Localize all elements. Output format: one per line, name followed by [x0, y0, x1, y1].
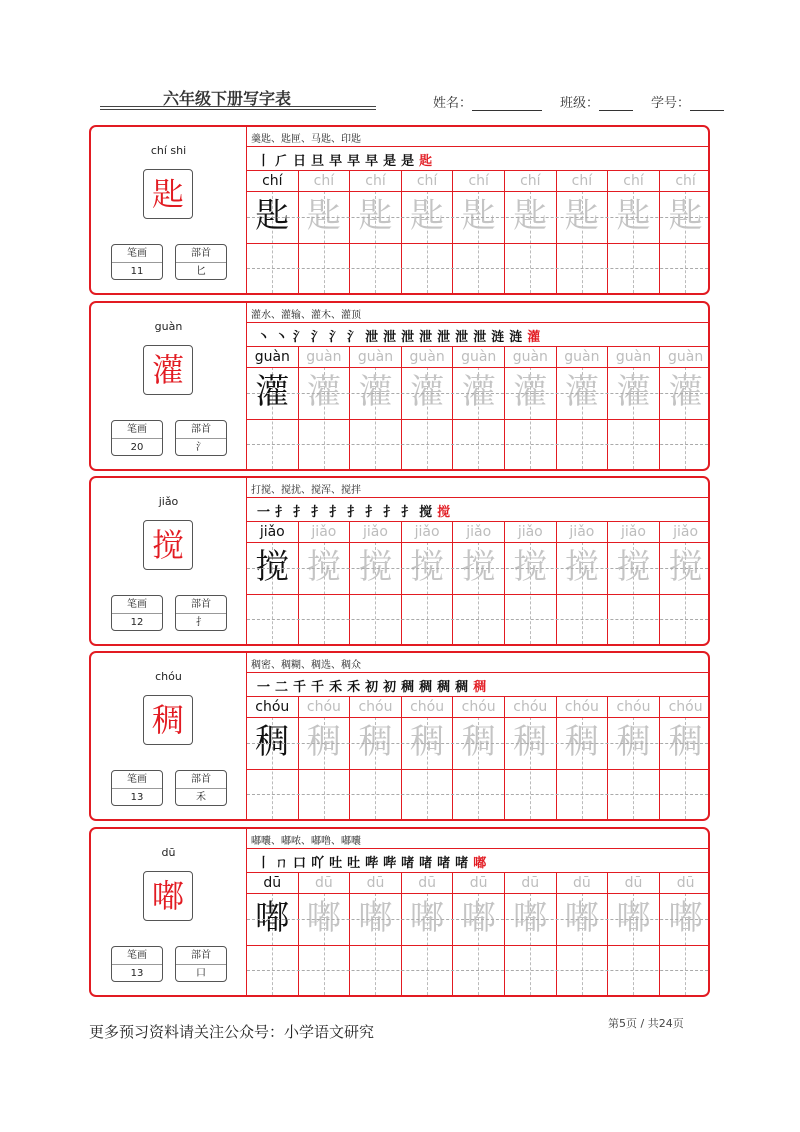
character-glyph: 稠	[151, 701, 184, 739]
practice-pinyin: chí	[675, 173, 696, 189]
writing-cell[interactable]	[453, 697, 505, 819]
stroke-step: 二	[275, 679, 289, 695]
practice-character: 灌	[513, 372, 548, 412]
id-label: 学号：	[651, 96, 691, 111]
practice-pinyin: guàn	[512, 349, 548, 365]
practice-character: 灌	[461, 372, 496, 412]
practice-character: 灌	[616, 372, 651, 412]
radical-value: 氵	[196, 442, 206, 453]
character-card	[89, 476, 710, 646]
stroke-count-box	[111, 946, 163, 982]
stroke-step: 扌	[347, 504, 361, 520]
practice-character: 匙	[564, 196, 599, 236]
practice-character: 匙	[513, 196, 548, 236]
writing-cell[interactable]	[247, 171, 299, 293]
stroke-step: 啫	[419, 855, 433, 871]
stroke-order	[247, 149, 437, 169]
stroke-step: 吐	[347, 855, 361, 871]
writing-cell[interactable]	[660, 171, 712, 293]
character-card	[89, 125, 710, 295]
stroke-step: 泄	[383, 329, 397, 345]
writing-cell[interactable]	[557, 171, 609, 293]
writing-cell[interactable]	[350, 347, 402, 469]
writing-cell[interactable]	[247, 873, 299, 995]
character-box	[143, 695, 193, 745]
practice-character: 搅	[410, 547, 445, 587]
practice-character: 嘟	[668, 898, 703, 938]
radical-label: 部首	[176, 596, 226, 614]
stroke-step: 泄	[401, 329, 415, 345]
stroke-step: 吖	[311, 855, 325, 871]
writing-cell[interactable]	[505, 873, 557, 995]
stroke-step: 啫	[437, 855, 451, 871]
stroke-step: 稠	[455, 679, 469, 695]
practice-character: 嘟	[564, 898, 599, 938]
practice-character: 搅	[461, 547, 496, 587]
character-pinyin: chóu	[155, 670, 182, 683]
writing-cell[interactable]	[557, 873, 609, 995]
practice-pinyin: chí	[571, 173, 593, 189]
writing-cell[interactable]	[453, 171, 505, 293]
writing-grid[interactable]	[247, 171, 712, 293]
stroke-step: 灌	[527, 329, 541, 345]
writing-cell[interactable]	[660, 873, 712, 995]
practice-character: 匙	[461, 196, 496, 236]
practice-pinyin: chí	[262, 173, 283, 189]
stroke-step: 稠	[419, 679, 433, 695]
stroke-step: 千	[293, 679, 307, 695]
stroke-count-value: 12	[130, 617, 144, 628]
practice-character: 稠	[306, 722, 341, 762]
character-pinyin: dū	[161, 846, 176, 859]
practice-character: 搅	[306, 547, 341, 587]
radical-label: 部首	[176, 771, 226, 789]
writing-cell[interactable]	[453, 522, 505, 644]
stroke-step: 泄	[365, 329, 379, 345]
writing-cell[interactable]	[557, 347, 609, 469]
practice-character: 匙	[358, 196, 393, 236]
practice-pinyin: dū	[469, 875, 488, 891]
stroke-step: 氵	[293, 329, 307, 345]
practice-pinyin: jiǎo	[517, 524, 543, 540]
title-rule	[100, 106, 376, 107]
stroke-step: 泄	[419, 329, 433, 345]
radical-box	[175, 420, 227, 456]
practice-pinyin: guàn	[615, 349, 652, 365]
stroke-count-box	[111, 244, 163, 280]
stroke-order	[247, 851, 491, 871]
practice-character: 匙	[668, 196, 703, 236]
stroke-order	[247, 675, 491, 695]
character-box	[143, 520, 193, 570]
character-pinyin: chí shi	[150, 144, 187, 157]
stroke-count-value: 11	[130, 266, 144, 277]
practice-pinyin: chóu	[461, 699, 496, 715]
stroke-step: 丨	[257, 153, 271, 169]
stroke-step: 日	[293, 153, 307, 169]
practice-pinyin: chí	[468, 173, 489, 189]
practice-character: 稠	[616, 722, 651, 762]
stroke-count-box	[111, 420, 163, 456]
practice-pinyin: guàn	[667, 349, 704, 365]
character-box	[143, 345, 193, 395]
writing-cell[interactable]	[453, 347, 505, 469]
character-card	[89, 651, 710, 821]
practice-pinyin: chí	[365, 173, 386, 189]
practice-pinyin: dū	[521, 875, 540, 891]
practice-character: 灌	[358, 372, 393, 412]
practice-character: 稠	[668, 722, 703, 762]
practice-pinyin: jiǎo	[569, 524, 595, 540]
stroke-step: 扌	[383, 504, 397, 520]
stroke-step: 扌	[329, 504, 343, 520]
practice-pinyin: guàn	[254, 349, 290, 365]
stroke-step: 匙	[419, 153, 433, 169]
character-glyph: 匙	[151, 175, 184, 213]
writing-grid[interactable]	[247, 697, 712, 819]
practice-character: 嘟	[255, 898, 290, 938]
character-info	[91, 829, 247, 995]
stroke-count-box	[111, 770, 163, 806]
writing-cell[interactable]	[608, 697, 660, 819]
stroke-count-value: 13	[130, 792, 144, 803]
radical-box	[175, 946, 227, 982]
writing-cell[interactable]	[557, 522, 609, 644]
practice-pinyin: dū	[676, 875, 695, 891]
stroke-step: 千	[311, 679, 325, 695]
practice-character: 匙	[616, 196, 651, 236]
writing-cell[interactable]	[247, 697, 299, 819]
practice-pinyin: jiǎo	[673, 524, 699, 540]
radical-value: 扌	[196, 617, 206, 628]
writing-cell[interactable]	[660, 697, 712, 819]
practice-pinyin: dū	[573, 875, 591, 891]
stroke-step: 搅	[437, 504, 451, 520]
stroke-count-label: 笔画	[112, 421, 162, 439]
practice-area	[247, 127, 708, 293]
practice-pinyin: chóu	[564, 699, 599, 715]
stroke-step: 早	[365, 153, 379, 169]
practice-pinyin: chóu	[616, 699, 651, 715]
example-words: 嘟囔、嘟哝、嘟噜、嘟囔	[251, 836, 361, 847]
practice-character: 嘟	[616, 898, 651, 938]
stroke-order	[247, 325, 545, 345]
title-rule-2	[100, 109, 376, 110]
practice-pinyin: guàn	[357, 349, 394, 365]
stroke-count-box	[111, 595, 163, 631]
practice-character: 搅	[358, 547, 393, 587]
writing-cell[interactable]	[402, 697, 454, 819]
writing-cell[interactable]	[505, 171, 557, 293]
practice-pinyin: jiǎo	[414, 524, 440, 540]
practice-area	[247, 478, 708, 644]
practice-pinyin: dū	[366, 875, 385, 891]
practice-character: 灌	[306, 372, 341, 412]
stroke-step: 一	[257, 679, 271, 695]
stroke-step: 是	[383, 153, 397, 169]
writing-cell[interactable]	[453, 873, 505, 995]
stroke-step: ⺁	[275, 153, 289, 169]
radical-box	[175, 244, 227, 280]
writing-cell[interactable]	[402, 873, 454, 995]
practice-pinyin: chóu	[358, 699, 393, 715]
stroke-step: ㄇ	[275, 855, 289, 871]
practice-character: 灌	[668, 372, 703, 412]
practice-character: 搅	[668, 547, 703, 587]
practice-pinyin: jiǎo	[621, 524, 646, 540]
practice-character: 稠	[410, 722, 445, 762]
stroke-step: 口	[293, 855, 307, 871]
writing-cell[interactable]	[299, 171, 351, 293]
character-card	[89, 827, 710, 997]
writing-cell[interactable]	[350, 522, 402, 644]
stroke-count-label: 笔画	[112, 947, 162, 965]
practice-area	[247, 653, 708, 819]
name-label: 姓名：	[433, 96, 473, 111]
stroke-step: 哔	[365, 855, 379, 871]
stroke-step: 涟	[509, 329, 523, 345]
stroke-step: 初	[365, 679, 379, 695]
practice-character: 搅	[255, 547, 290, 587]
name-blank[interactable]	[472, 96, 542, 111]
stroke-step: 稠	[401, 679, 415, 695]
writing-cell[interactable]	[299, 522, 351, 644]
class-field[interactable]	[560, 92, 633, 111]
stroke-step: 泄	[437, 329, 451, 345]
practice-character: 嘟	[513, 898, 548, 938]
stroke-step: 扌	[275, 504, 289, 520]
stroke-step: 氵	[311, 329, 325, 345]
stroke-step: 啫	[401, 855, 415, 871]
practice-pinyin: jiǎo	[466, 524, 492, 540]
writing-cell[interactable]	[402, 347, 454, 469]
character-glyph: 嘟	[151, 877, 184, 915]
stroke-step: 嘟	[473, 855, 487, 871]
practice-pinyin: guàn	[306, 349, 342, 365]
practice-pinyin: chóu	[255, 699, 290, 715]
radical-value: 匕	[196, 266, 206, 277]
practice-character: 匙	[306, 196, 341, 236]
stroke-step: 稠	[437, 679, 451, 695]
practice-character: 匙	[255, 196, 290, 236]
stroke-step: 是	[401, 153, 415, 169]
stroke-step: 氵	[347, 329, 361, 345]
practice-area	[247, 829, 708, 995]
practice-pinyin: jiǎo	[259, 524, 285, 540]
class-blank[interactable]	[599, 96, 633, 111]
practice-character: 嘟	[410, 898, 445, 938]
practice-pinyin: chóu	[668, 699, 703, 715]
stroke-count-label: 笔画	[112, 596, 162, 614]
practice-character: 稠	[461, 722, 496, 762]
example-words: 羹匙、匙匣、马匙、印匙	[251, 134, 361, 145]
character-glyph: 搅	[151, 526, 184, 564]
radical-value: 禾	[196, 792, 206, 803]
practice-pinyin: guàn	[564, 349, 600, 365]
practice-character: 匙	[410, 196, 445, 236]
writing-cell[interactable]	[299, 697, 351, 819]
practice-character: 搅	[616, 547, 651, 587]
practice-character: 搅	[513, 547, 548, 587]
stroke-step: 吐	[329, 855, 343, 871]
practice-area	[247, 303, 708, 469]
practice-character: 嘟	[358, 898, 393, 938]
writing-cell[interactable]	[608, 873, 660, 995]
radical-box	[175, 595, 227, 631]
writing-cell[interactable]	[350, 873, 402, 995]
writing-cell[interactable]	[402, 522, 454, 644]
writing-cell[interactable]	[505, 522, 557, 644]
stroke-step: 扌	[311, 504, 325, 520]
stroke-step: 丶	[275, 329, 289, 345]
character-card	[89, 301, 710, 471]
practice-pinyin: guàn	[409, 349, 445, 365]
stroke-count-value: 13	[130, 968, 144, 979]
stroke-count-label: 笔画	[112, 245, 162, 263]
footer-promo: 更多预习资料请关注公众号：小学语文研究	[89, 1023, 375, 1041]
writing-cell[interactable]	[608, 522, 660, 644]
practice-character: 灌	[255, 372, 290, 412]
writing-cell[interactable]	[505, 347, 557, 469]
stroke-step: 旦	[311, 153, 325, 169]
page-number: 第5页 / 共24页	[608, 1017, 684, 1030]
writing-cell[interactable]	[608, 347, 660, 469]
writing-cell[interactable]	[350, 697, 402, 819]
writing-cell[interactable]	[608, 171, 660, 293]
writing-cell[interactable]	[350, 171, 402, 293]
practice-pinyin: chóu	[513, 699, 548, 715]
example-words: 灌水、灌输、灌木、灌顶	[251, 310, 361, 321]
stroke-step: 丶	[257, 329, 271, 345]
writing-cell[interactable]	[247, 347, 299, 469]
character-pinyin: jiǎo	[158, 495, 179, 508]
writing-cell[interactable]	[505, 697, 557, 819]
character-pinyin: guàn	[154, 320, 183, 333]
stroke-step: 扌	[365, 504, 379, 520]
example-words: 稠密、稠糊、稠选、稠众	[251, 660, 361, 671]
stroke-step: 丨	[257, 855, 271, 871]
stroke-step: 泄	[455, 329, 469, 345]
practice-pinyin: chí	[313, 173, 335, 189]
character-info	[91, 653, 247, 819]
stroke-step: 禾	[347, 679, 361, 695]
practice-pinyin: guàn	[461, 349, 497, 365]
writing-cell[interactable]	[660, 347, 712, 469]
radical-box	[175, 770, 227, 806]
practice-pinyin: chí	[520, 173, 541, 189]
stroke-step: 氵	[329, 329, 343, 345]
class-label: 班级：	[560, 96, 600, 111]
stroke-step: 扌	[293, 504, 307, 520]
radical-label: 部首	[176, 421, 226, 439]
practice-character: 稠	[513, 722, 548, 762]
practice-pinyin: chóu	[306, 699, 341, 715]
character-glyph: 灌	[151, 351, 184, 389]
writing-grid[interactable]	[247, 522, 712, 644]
stroke-step: 禾	[329, 679, 343, 695]
writing-cell[interactable]	[660, 522, 712, 644]
practice-pinyin: chí	[623, 173, 644, 189]
practice-character: 灌	[410, 372, 445, 412]
practice-pinyin: jiǎo	[363, 524, 388, 540]
stroke-step: 早	[347, 153, 361, 169]
name-field[interactable]	[433, 92, 542, 111]
stroke-step: 啫	[455, 855, 469, 871]
stroke-step: 泄	[473, 329, 487, 345]
practice-pinyin: dū	[315, 875, 333, 891]
practice-character: 稠	[564, 722, 599, 762]
stroke-step: 搅	[419, 504, 433, 520]
character-info	[91, 478, 247, 644]
stroke-step: 初	[383, 679, 397, 695]
radical-value: 口	[196, 968, 206, 979]
stroke-step: 稠	[473, 679, 487, 695]
id-blank[interactable]	[690, 96, 724, 111]
practice-pinyin: chóu	[410, 699, 445, 715]
writing-cell[interactable]	[402, 171, 454, 293]
practice-pinyin: dū	[263, 875, 282, 891]
writing-grid[interactable]	[247, 347, 712, 469]
character-box	[143, 169, 193, 219]
stroke-count-value: 20	[130, 442, 144, 453]
character-info	[91, 127, 247, 293]
practice-character: 稠	[358, 722, 393, 762]
practice-character: 嘟	[306, 898, 341, 938]
student-info	[433, 92, 724, 111]
practice-pinyin: dū	[418, 875, 436, 891]
character-info	[91, 303, 247, 469]
stroke-step: 一	[257, 504, 271, 520]
writing-cell[interactable]	[557, 697, 609, 819]
stroke-step: 早	[329, 153, 343, 169]
writing-cell[interactable]	[247, 522, 299, 644]
practice-character: 嘟	[461, 898, 496, 938]
stroke-step: 扌	[401, 504, 415, 520]
example-words: 打搅、搅扰、搅浑、搅拌	[251, 485, 361, 496]
practice-pinyin: chí	[416, 173, 438, 189]
practice-character: 搅	[564, 547, 599, 587]
stroke-step: 涟	[491, 329, 505, 345]
writing-grid[interactable]	[247, 873, 712, 995]
stroke-count-label: 笔画	[112, 771, 162, 789]
practice-character: 稠	[255, 722, 290, 762]
practice-pinyin: jiǎo	[311, 524, 337, 540]
id-field[interactable]	[651, 92, 724, 111]
practice-character: 灌	[564, 372, 599, 412]
character-box	[143, 871, 193, 921]
radical-label: 部首	[176, 947, 226, 965]
writing-cell[interactable]	[299, 873, 351, 995]
stroke-order	[247, 500, 455, 520]
stroke-step: 哔	[383, 855, 397, 871]
writing-cell[interactable]	[299, 347, 351, 469]
radical-label: 部首	[176, 245, 226, 263]
page-title: 六年级下册写字表	[163, 89, 292, 108]
practice-pinyin: dū	[624, 875, 643, 891]
